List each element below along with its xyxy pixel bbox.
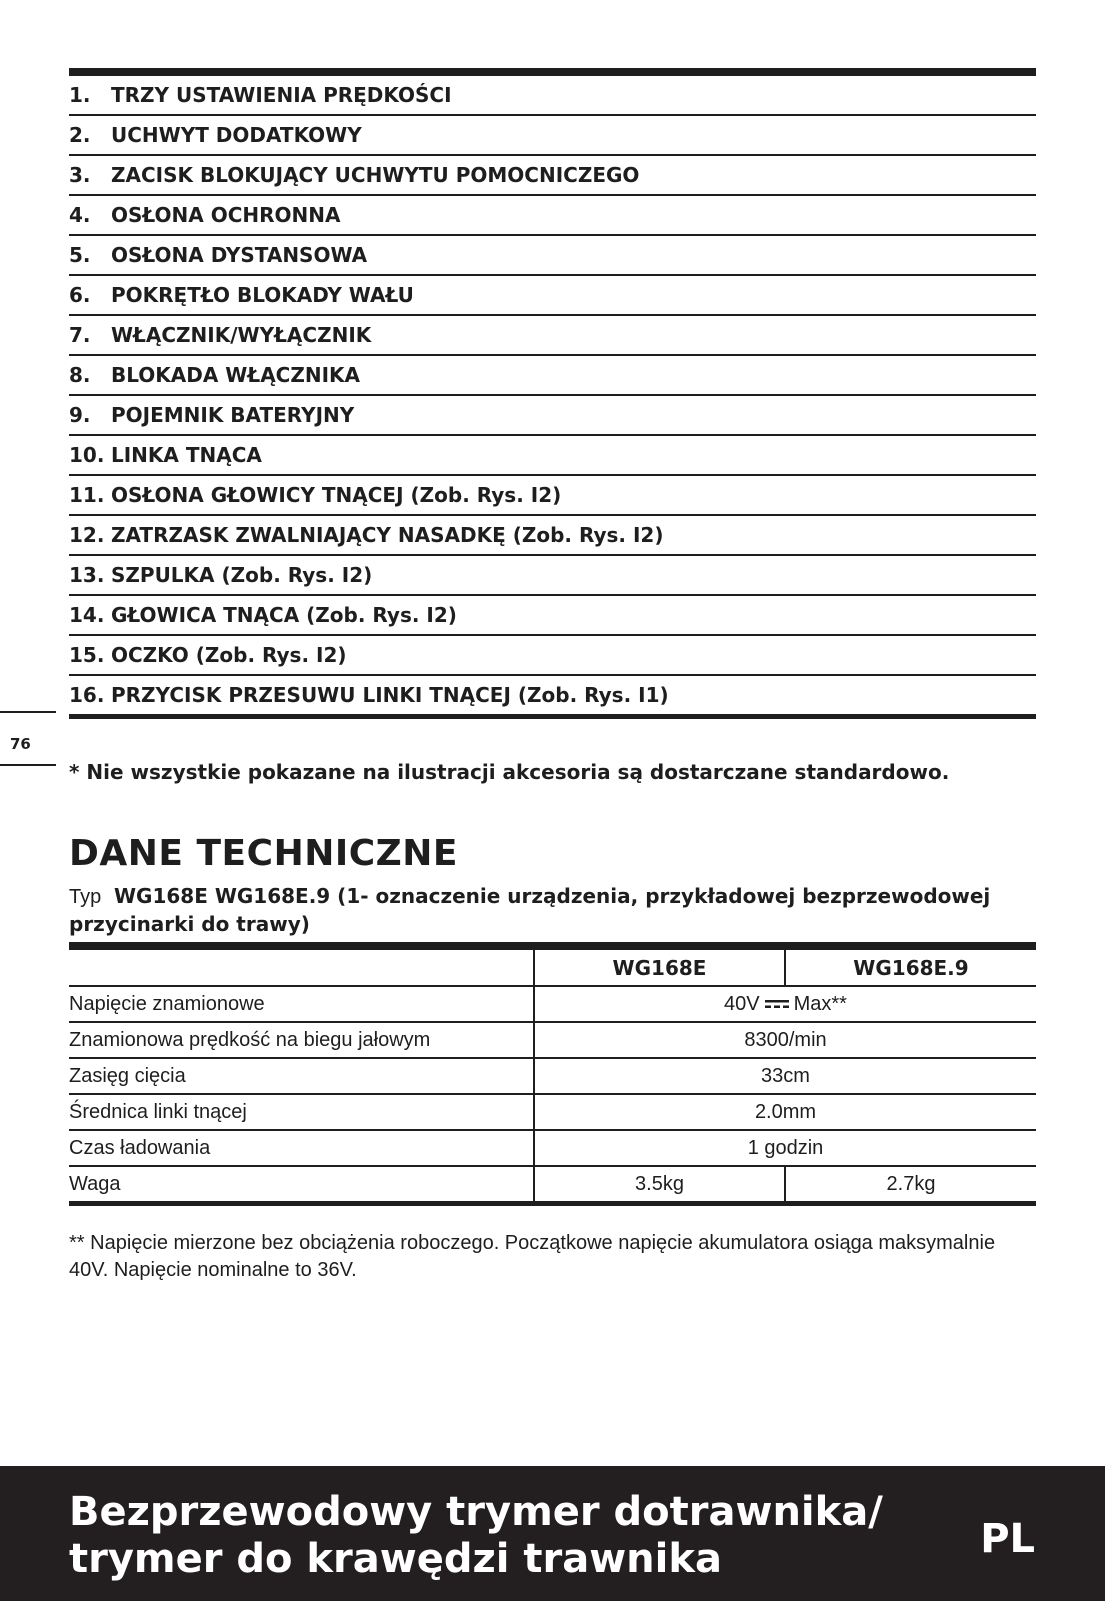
spec-value-weight-wg168e9: 2.7kg [785,1166,1036,1202]
spec-label: Średnica linki tnącej [69,1094,534,1130]
page-number-rule-top [0,711,56,713]
parts-item-number: 3. [69,163,91,187]
parts-list-item [69,156,1036,196]
parts-list-item [69,476,1036,516]
parts-list-item [69,276,1036,316]
parts-item-number: 11. [69,483,105,507]
type-label: Typ [69,886,102,908]
parts-item-label: PRZYCISK PRZESUWU LINKI TNĄCEJ (Zob. Rys. I1) [111,683,669,707]
parts-item-number: 13. [69,563,105,587]
parts-list-item [69,116,1036,156]
spec-label: Czas ładowania [69,1130,534,1166]
parts-item-number: 16. [69,683,105,707]
spec-row-line [69,1094,1036,1130]
parts-item-label: ZATRZASK ZWALNIAJĄCY NASADKĘ (Zob. Rys. I2) [111,523,664,547]
parts-list-item [69,676,1036,716]
spec-value-weight-wg168e: 3.5kg [534,1166,785,1202]
spec-header-empty [69,950,534,986]
parts-list-item [69,436,1036,476]
spec-header-wg168e: WG168E [534,950,785,986]
spec-table [69,942,1036,1206]
product-title-line2: trymer do krawędzi trawnika [69,1536,722,1582]
parts-item-number: 4. [69,203,91,227]
page-number: 76 [10,735,31,753]
product-title-line1: Bezprzewodowy trymer dotrawnika/ [69,1489,883,1535]
voltage-suffix: Max** [793,992,847,1015]
parts-item-label: SZPULKA (Zob. Rys. I2) [111,563,373,587]
parts-list-item [69,596,1036,636]
parts-list-item [69,196,1036,236]
parts-list-item [69,636,1036,676]
parts-item-label: BLOKADA WŁĄCZNIKA [111,363,361,387]
type-line [69,883,1036,938]
spec-value: 8300/min [534,1022,1036,1058]
parts-list-item [69,516,1036,556]
voltage-footnote: ** Napięcie mierzone bez obciążenia roboczego. Początkowe napięcie akumulatora osiąga maksymalnie 40V. Napięcie nominalne to 36V. [69,1232,996,1281]
parts-item-label: OCZKO (Zob. Rys. I2) [111,643,347,667]
parts-list-item [69,396,1036,436]
parts-item-number: 9. [69,403,91,427]
product-title [69,1489,883,1583]
parts-list-item [69,356,1036,396]
parts-item-number: 14. [69,603,105,627]
parts-list [69,68,1036,719]
parts-item-number: 5. [69,243,91,267]
page-number-rule-bottom [0,764,56,766]
spec-value: 1 godzin [534,1130,1036,1166]
parts-item-label: LINKA TNĄCA [111,443,262,467]
parts-bottom-rule [69,714,1036,719]
parts-item-number: 15. [69,643,105,667]
footer-banner [0,1466,1105,1601]
spec-value: 33cm [534,1058,1036,1094]
parts-item-number: 6. [69,283,91,307]
parts-item-label: POKRĘTŁO BLOKADY WAŁU [111,283,414,307]
parts-list-item [69,556,1036,596]
parts-item-label: GŁOWICA TNĄCA (Zob. Rys. I2) [111,603,457,627]
spec-label: Waga [69,1166,534,1202]
spec-value: 2.0mm [534,1094,1036,1130]
spec-row-charge [69,1130,1036,1166]
voltage-prefix: 40V [724,992,760,1015]
section-heading: DANE TECHNICZNE [69,833,458,874]
parts-item-label: OSŁONA GŁOWICY TNĄCEJ (Zob. Rys. I2) [111,483,562,507]
spec-bottom-rule [69,1201,1036,1206]
parts-item-label: TRZY USTAWIENIA PRĘDKOŚCI [111,83,452,107]
parts-item-label: POJEMNIK BATERYJNY [111,403,355,427]
parts-item-number: 10. [69,443,105,467]
spec-header-row [69,950,1036,986]
spec-row-voltage [69,986,1036,1022]
parts-list-item [69,76,1036,116]
parts-item-label: UCHWYT DODATKOWY [111,123,362,147]
type-text: WG168E WG168E.9 (1- oznaczenie urządzenia, przykładowej bezprzewodowej przycinarki do trawy) [69,884,991,936]
spec-label: Zasięg cięcia [69,1058,534,1094]
dc-current-icon [764,997,790,1011]
accessory-note: * Nie wszystkie pokazane na ilustracji akcesoria są dostarczane standardowo. [69,760,950,784]
spec-label: Znamionowa prędkość na biegu jałowym [69,1022,534,1058]
spec-row-cut [69,1058,1036,1094]
parts-list-item [69,236,1036,276]
parts-item-number: 7. [69,323,91,347]
parts-item-label: WŁĄCZNIK/WYŁĄCZNIK [111,323,372,347]
parts-item-number: 12. [69,523,105,547]
spec-value-voltage [534,986,1036,1022]
parts-list-item [69,316,1036,356]
spec-top-rule [69,942,1036,950]
parts-item-label: ZACISK BLOKUJĄCY UCHWYTU POMOCNICZEGO [111,163,640,187]
spec-row-speed [69,1022,1036,1058]
parts-top-rule [69,68,1036,76]
spec-label: Napięcie znamionowe [69,986,534,1022]
parts-item-number: 8. [69,363,91,387]
parts-item-number: 1. [69,83,91,107]
spec-header-wg168e9: WG168E.9 [785,950,1036,986]
parts-item-label: OSŁONA OCHRONNA [111,203,341,227]
spec-row-weight [69,1166,1036,1202]
parts-item-label: OSŁONA DYSTANSOWA [111,243,368,267]
parts-item-number: 2. [69,123,91,147]
language-code: PL [980,1516,1035,1562]
